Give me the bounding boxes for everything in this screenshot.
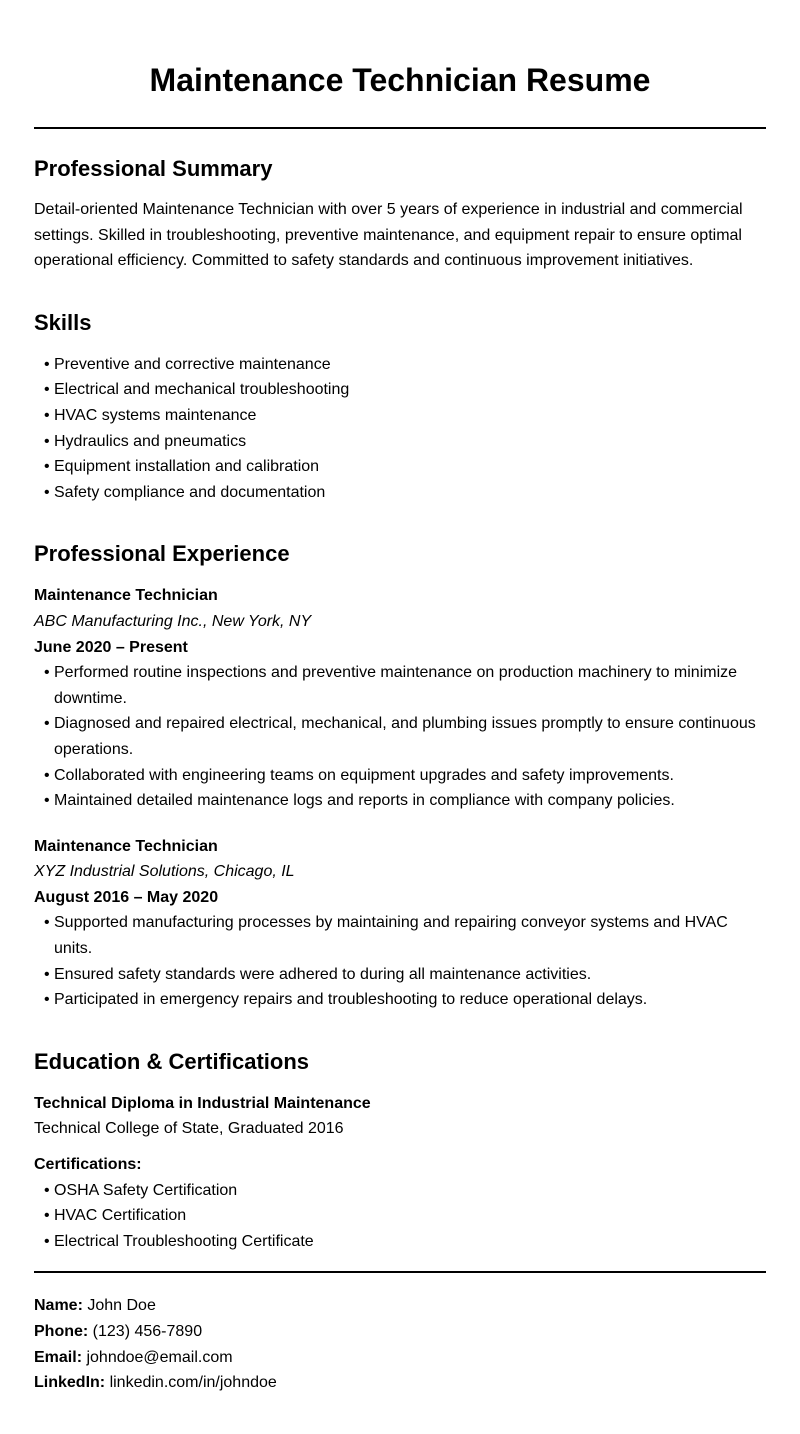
skill-text: HVAC systems maintenance	[54, 406, 257, 424]
contact-email-row	[34, 1345, 766, 1371]
job-duty	[44, 962, 766, 988]
job-company: XYZ Industrial Solutions, Chicago, IL	[34, 863, 295, 881]
job-duty	[44, 763, 766, 789]
experience-section	[34, 540, 766, 1013]
certifications-label: Certifications:	[34, 1156, 142, 1174]
contact-linkedin-label: LinkedIn:	[34, 1374, 106, 1392]
contact-name-label: Name:	[34, 1297, 83, 1315]
degree-entry	[34, 1091, 766, 1142]
certifications-block	[34, 1152, 766, 1254]
job-dates: August 2016 – May 2020	[34, 888, 219, 906]
skill-item	[44, 403, 766, 429]
skill-text: Preventive and corrective maintenance	[54, 355, 331, 373]
skill-item	[44, 429, 766, 455]
job-duty	[44, 788, 766, 814]
bullet-icon: •	[44, 792, 50, 810]
certification-text: OSHA Safety Certification	[54, 1181, 238, 1199]
contact-section	[34, 1293, 766, 1395]
bullet-icon: •	[44, 1207, 50, 1225]
bullet-icon: •	[44, 483, 50, 501]
job-duty	[44, 660, 766, 711]
summary-text: Detail-oriented Maintenance Technician with over 5 years of experience in industrial and commercial settings. Skilled in troubleshooting, preventive maintenance, and equipment repair to ensure optimal operational efficiency. Committed to safety standards and continuous improvement initiatives.	[34, 201, 743, 270]
contact-name-row	[34, 1293, 766, 1319]
contact-linkedin-value: linkedin.com/in/johndoe	[109, 1374, 277, 1392]
job-duty	[44, 987, 766, 1013]
education-section	[34, 1048, 766, 1255]
contact-email-value: johndoe@email.com	[86, 1348, 233, 1366]
certification-item	[44, 1203, 766, 1229]
experience-heading: Professional Experience	[34, 541, 290, 567]
bottom-divider	[34, 1271, 766, 1273]
summary-heading: Professional Summary	[34, 156, 273, 181]
bullet-icon: •	[44, 991, 50, 1009]
certification-text: Electrical Troubleshooting Certificate	[54, 1232, 314, 1250]
top-divider	[34, 127, 766, 129]
skill-item	[44, 454, 766, 480]
skill-item	[44, 352, 766, 378]
certification-item	[44, 1178, 766, 1204]
skill-text: Electrical and mechanical troubleshooting	[54, 381, 350, 399]
job-duties-list	[34, 660, 766, 814]
bullet-icon: •	[44, 1181, 50, 1199]
job-duties-list	[34, 910, 766, 1012]
bullet-icon: •	[44, 406, 50, 424]
contact-linkedin-row	[34, 1370, 766, 1396]
skills-section	[34, 309, 766, 506]
contact-phone-row	[34, 1319, 766, 1345]
job-duty-text: Diagnosed and repaired electrical, mechanical, and plumbing issues promptly to ensure continuous operations.	[54, 715, 756, 758]
bullet-icon: •	[44, 965, 50, 983]
job-duty-text: Ensured safety standards were adhered to during all maintenance activities.	[54, 965, 592, 983]
job-duty	[44, 910, 766, 961]
job-duty	[44, 711, 766, 762]
job-duty-text: Participated in emergency repairs and troubleshooting to reduce operational delays.	[54, 991, 648, 1009]
degree-school: Technical College of State, Graduated 2016	[34, 1120, 344, 1138]
contact-email-label: Email:	[34, 1348, 83, 1366]
certifications-list	[34, 1178, 766, 1255]
job-entry	[34, 583, 766, 813]
skill-text: Equipment installation and calibration	[54, 458, 320, 476]
certification-item	[44, 1229, 766, 1255]
job-company: ABC Manufacturing Inc., New York, NY	[34, 612, 312, 630]
contact-phone-value: (123) 456-7890	[92, 1323, 203, 1340]
job-title: Maintenance Technician	[34, 837, 218, 855]
job-duty-text: Collaborated with engineering teams on equipment upgrades and safety improvements.	[54, 766, 674, 784]
education-heading: Education & Certifications	[34, 1048, 310, 1074]
page-title: Maintenance Technician Resume	[149, 62, 651, 98]
job-duty-text: Performed routine inspections and preventive maintenance on production machinery to minimize downtime.	[54, 664, 738, 707]
job-title: Maintenance Technician	[34, 587, 218, 605]
bullet-icon: •	[44, 664, 50, 682]
bullet-icon: •	[44, 1232, 50, 1250]
skills-heading: Skills	[34, 309, 92, 335]
skill-item	[44, 480, 766, 506]
skill-item	[44, 377, 766, 403]
bullet-icon: •	[44, 432, 50, 450]
job-entry	[34, 834, 766, 1013]
certification-text: HVAC Certification	[54, 1207, 187, 1225]
bullet-icon: •	[44, 355, 50, 373]
contact-phone-label: Phone:	[34, 1323, 89, 1340]
job-duty-text: Supported manufacturing processes by maintaining and repairing conveyor systems and HVAC units.	[54, 914, 728, 958]
job-dates: June 2020 – Present	[34, 638, 188, 656]
job-duty-text: Maintained detailed maintenance logs and reports in compliance with company policies.	[54, 792, 675, 810]
degree-name: Technical Diploma in Industrial Maintenance	[34, 1094, 371, 1112]
skill-text: Safety compliance and documentation	[54, 483, 326, 501]
bullet-icon: •	[44, 381, 50, 399]
bullet-icon: •	[44, 766, 50, 784]
contact-name-value: John Doe	[87, 1297, 156, 1315]
bullet-icon: •	[44, 914, 50, 932]
bullet-icon: •	[44, 458, 50, 476]
skill-text: Hydraulics and pneumatics	[54, 432, 247, 450]
bullet-icon: •	[44, 715, 50, 733]
summary-section	[34, 155, 766, 274]
skills-list	[34, 352, 766, 506]
